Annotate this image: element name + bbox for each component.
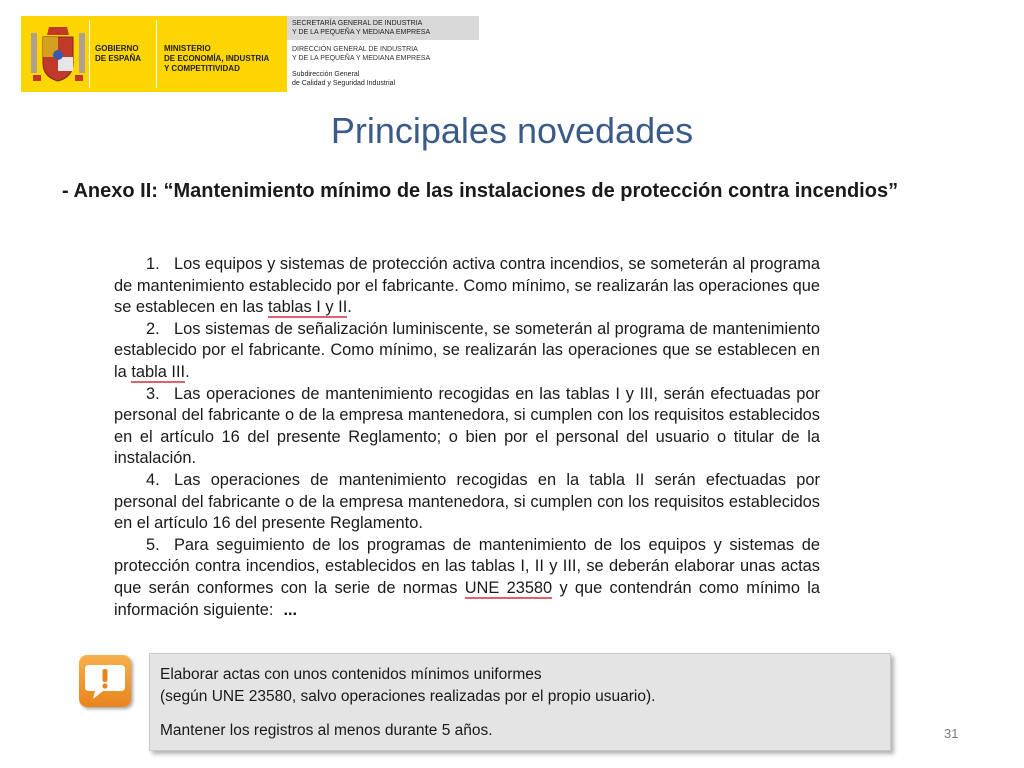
excerpt-paragraph-2: 2. Los sistemas de señalización luminiscente, se someterán al programa de mantenimiento establecido por el fabricante. Como mínimo, se realizarán las operaciones que se establecen en la tabla III. xyxy=(114,319,820,381)
direccion-label: DIRECCIÓN GENERAL DE INDUSTRIA Y DE LA PEQUEÑA Y MEDIANA EMPRESA xyxy=(292,46,431,62)
coat-of-arms-icon xyxy=(29,23,87,85)
government-header-banner xyxy=(21,16,479,92)
page-number: 31 xyxy=(944,726,959,741)
excerpt-paragraph-5: 5. Para seguimiento de los programas de mantenimiento de los equipos y sistemas de protección contra incendios, establecidos en las tablas I, II y III, se deberán elaborar unas actas que serán conformes con la serie de normas UNE 23580 y que contendrán como mínimo la información siguiente: ... xyxy=(114,535,820,619)
excerpt-paragraph-4: 4. Las operaciones de mantenimiento recogidas en la tabla II serán efectuadas por personal del fabricante o de la empresa mantenedora, si cumplen con los requisitos establecidos en el artículo 16 del presente Reglamento. xyxy=(114,470,820,533)
callout-line-1: Elaborar actas con unos contenidos mínimos uniformes xyxy=(160,666,542,683)
gobierno-label: GOBIERNO DE ESPAÑA xyxy=(95,44,142,63)
slide-title: Principales novedades xyxy=(330,110,694,151)
regulation-excerpt xyxy=(114,254,820,621)
secretaria-label: SECRETARÍA GENERAL DE INDUSTRIA Y DE LA PEQUEÑA Y MEDIANA EMPRESA xyxy=(292,20,431,36)
callout-line-2: (según UNE 23580, salvo operaciones realizadas por el propio usuario). xyxy=(160,688,656,705)
callout-line-3: Mantener los registros al menos durante 5 años. xyxy=(160,722,493,739)
key-points-callout xyxy=(149,653,891,751)
underlined-reference: tablas I y II xyxy=(268,298,348,317)
excerpt-paragraph-3: 3. Las operaciones de mantenimiento recogidas en las tablas I y III, serán efectuadas por personal del fabricante o de la empresa mantenedora, si cumplen con los requisitos establecidos en el artículo 16 del presente Reglamento; o bien por el personal del usuario o titular de la instalación. xyxy=(114,384,820,468)
banner-right-block xyxy=(287,16,479,92)
slide-subtitle: - Anexo II: “Mantenimiento mínimo de las instalaciones de protección contra incendios” xyxy=(62,180,899,202)
underlined-reference: UNE 23580 xyxy=(464,578,553,597)
underlined-reference: tabla III xyxy=(131,362,186,381)
exclamation-speech-icon xyxy=(79,655,131,707)
banner-yellow-block xyxy=(21,16,287,92)
subdireccion-label: Subdirección General de Calidad y Seguridad Industrial xyxy=(292,71,396,87)
excerpt-paragraph-1: 1. Los equipos y sistemas de protección activa contra incendios, se someterán al programa de mantenimiento establecido por el fabricante. Como mínimo, se realizarán las operaciones que se establecen en las tablas I y II. xyxy=(114,255,820,317)
ministerio-label: MINISTERIO DE ECONOMÍA, INDUSTRIA Y COMPETITIVIDAD xyxy=(164,44,270,73)
